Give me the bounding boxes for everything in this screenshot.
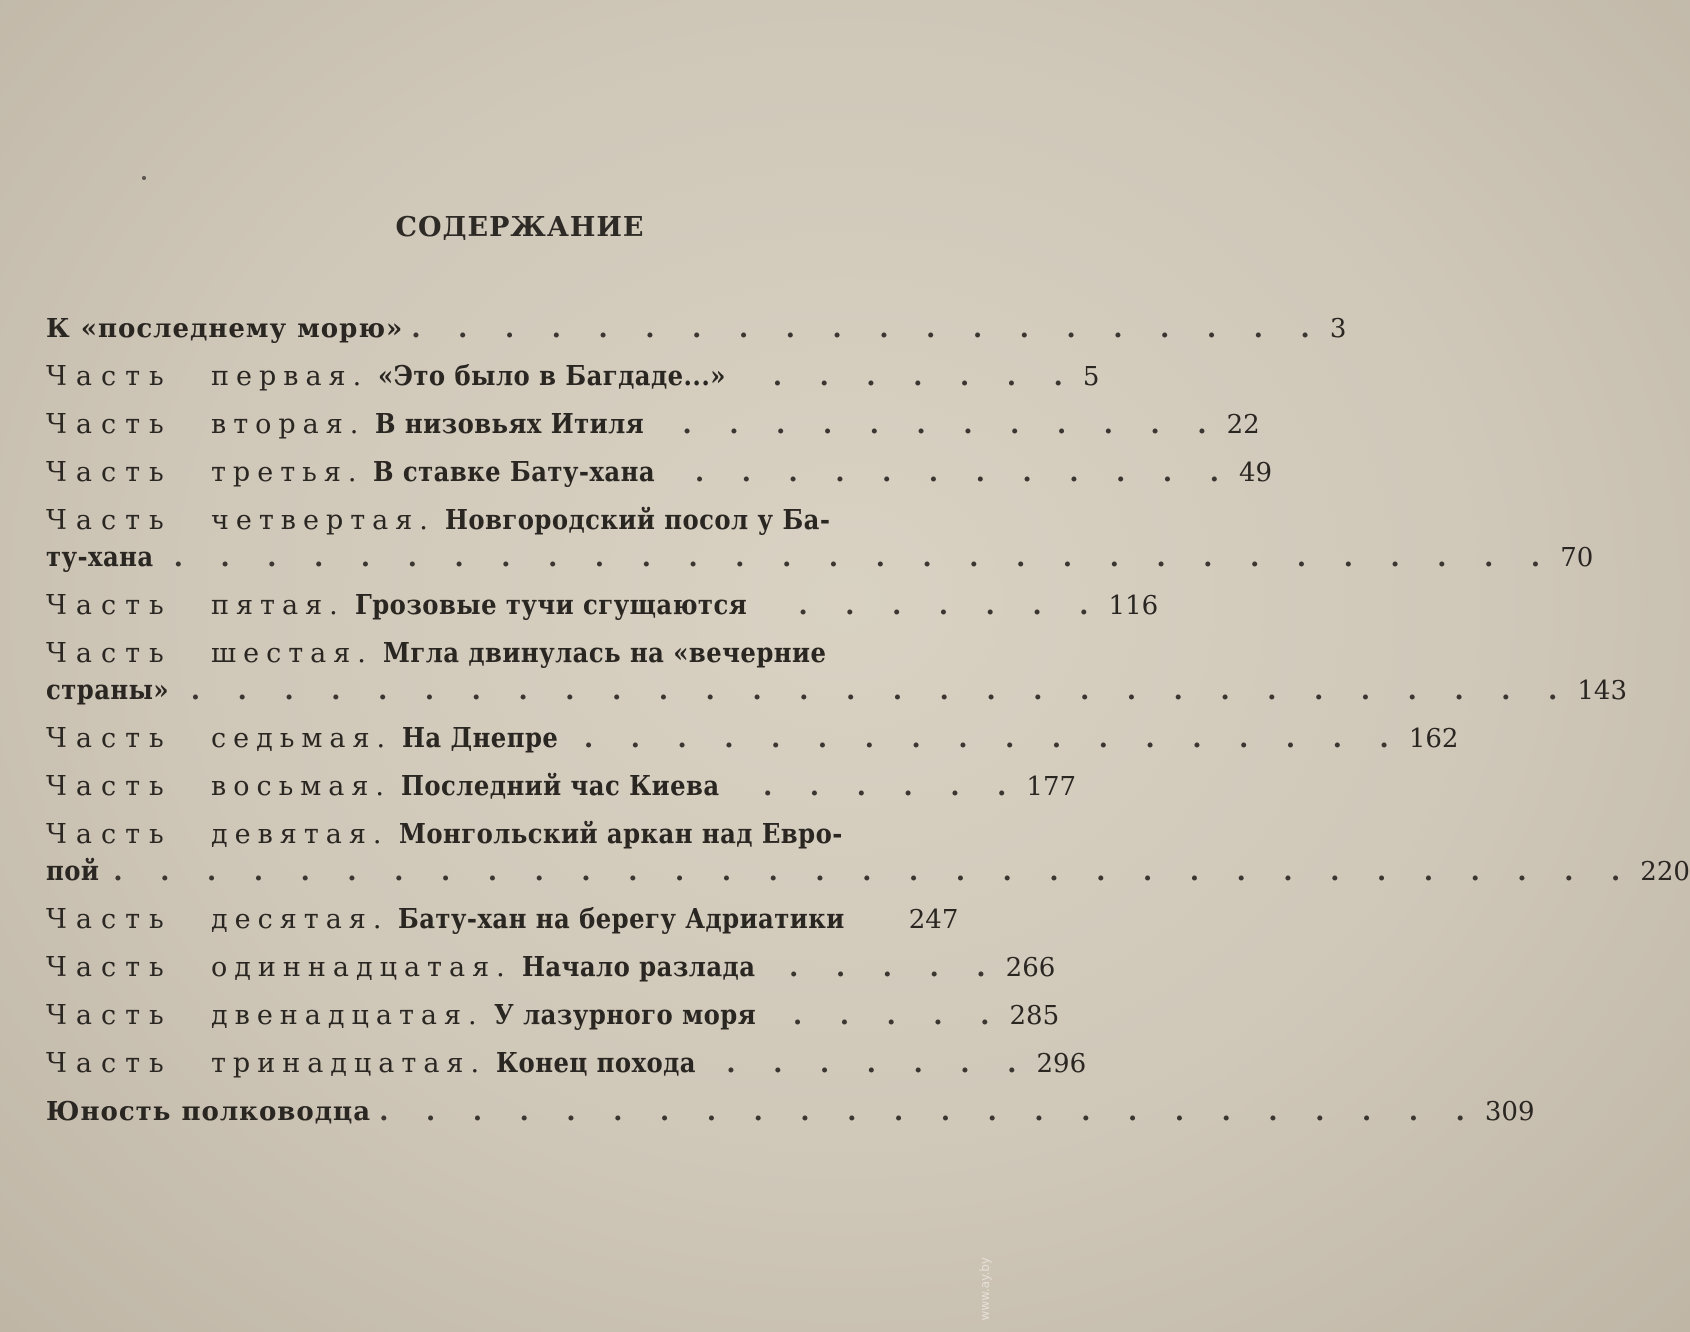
toc-page-number: 285	[1009, 1001, 1060, 1031]
toc-leader-dots: . . . . . . . . . . . . . . . . . . . .	[411, 313, 1324, 344]
toc-leader-dots: . . . . . . . . . . . . . . . . . . . . . . . . . . . . . .	[190, 675, 1572, 706]
toc-part-name: третья.	[211, 457, 364, 488]
toc-part-name: четвертая.	[211, 505, 435, 536]
toc-part-label: Часть	[46, 505, 173, 536]
page-title: СОДЕРЖАНИЕ	[395, 212, 645, 243]
toc-page-number: 220	[1640, 857, 1690, 887]
toc-part-name: вторая.	[211, 409, 366, 440]
toc-entry	[46, 454, 1273, 492]
toc-part-label: Часть	[46, 1048, 173, 1079]
toc-entry-title: Юность полководца	[46, 1097, 372, 1127]
toc-entry	[46, 587, 1159, 625]
toc-part-name: шестая.	[211, 638, 373, 669]
toc-entry	[46, 1093, 1535, 1131]
toc-page-number: 143	[1577, 676, 1627, 706]
toc-leader-dots: . . . . . . . . . . . .	[682, 409, 1221, 440]
toc-leader-dots: . . . . . . .	[772, 361, 1077, 392]
toc-leader-dots: . . . . . . . . . . . .	[694, 457, 1234, 488]
site-watermark: www.ay.by	[978, 1256, 992, 1320]
toc-entry-subtitle: Начало разлада	[521, 952, 756, 983]
table-of-contents	[46, 310, 1690, 1141]
toc-leader-dots: . . . . . . .	[726, 1048, 1031, 1079]
toc-page-number: 247	[908, 905, 959, 935]
toc-entry-continuation: ту-хана	[46, 542, 154, 573]
toc-leader-dots: . . . . . .	[763, 771, 1021, 802]
toc-part-name: седьмая.	[211, 723, 393, 754]
toc-entry-title: К «последнему морю»	[46, 314, 404, 344]
toc-page-number: 116	[1108, 591, 1159, 621]
toc-part-label: Часть	[46, 1000, 173, 1031]
toc-part-label: Часть	[46, 723, 173, 754]
toc-leader-dots: . . . . . . .	[798, 590, 1103, 621]
toc-entry	[46, 406, 1260, 444]
toc-part-name: пятая.	[211, 590, 345, 621]
toc-entry-subtitle: В ставке Бату-хана	[373, 457, 656, 488]
toc-page-number: 70	[1560, 543, 1594, 573]
toc-part-name: одиннадцатая.	[211, 952, 512, 983]
toc-entry	[46, 720, 1459, 758]
toc-part-label: Часть	[46, 904, 173, 935]
toc-entry-subtitle: В низовьях Итиля	[375, 409, 645, 440]
toc-leader-dots: . . . . .	[792, 1000, 1004, 1031]
toc-entry-subtitle: Монгольский аркан над Евро-	[398, 819, 843, 850]
toc-page-number: 296	[1036, 1049, 1087, 1079]
toc-page-number: 177	[1026, 772, 1077, 802]
toc-entry-subtitle: Бату-хан на берегу Адриатики	[398, 904, 846, 935]
toc-page-number: 5	[1082, 362, 1100, 392]
ink-speck	[142, 176, 146, 180]
toc-entry-subtitle: Новгородский посол у Ба-	[444, 505, 831, 536]
toc-part-name: первая.	[211, 361, 369, 392]
toc-entry	[46, 310, 1347, 348]
toc-entry-subtitle: Последний час Киева	[401, 771, 720, 802]
toc-part-label: Часть	[46, 409, 173, 440]
toc-entry-subtitle: «Это было в Багдаде...»	[378, 361, 727, 392]
toc-page-number: 3	[1329, 314, 1347, 344]
toc-entry	[46, 1045, 1087, 1083]
toc-leader-dots: . . . . . . . . . . . . . . . . . . . . . . . . . . . . . . . . .	[113, 856, 1635, 887]
toc-entry-continuation: пой	[46, 856, 100, 887]
toc-entry-subtitle: У лазурного моря	[493, 1000, 756, 1031]
toc-part-name: десятая.	[211, 904, 389, 935]
toc-part-label: Часть	[46, 590, 173, 621]
toc-entry	[46, 768, 1077, 806]
toc-page-number: 49	[1239, 458, 1273, 488]
toc-part-name: тринадцатая.	[211, 1048, 487, 1079]
toc-entry-subtitle: Мгла двинулась на «вечерние	[382, 638, 827, 669]
toc-part-label: Часть	[46, 771, 173, 802]
toc-part-name: восьмая.	[211, 771, 391, 802]
toc-entry	[46, 816, 1690, 891]
toc-entry	[46, 502, 1594, 577]
toc-leader-dots: . . . . . . . . . . . . . . . . . .	[583, 723, 1403, 754]
toc-leader-dots: . . . . .	[789, 952, 1000, 983]
toc-entry	[46, 358, 1100, 396]
toc-entry-continuation: страны»	[46, 675, 170, 706]
toc-part-label: Часть	[46, 952, 173, 983]
toc-part-label: Часть	[46, 361, 173, 392]
toc-entry	[46, 635, 1627, 710]
toc-entry	[46, 997, 1060, 1035]
toc-leader-dots: . . . . . . . . . . . . . . . . . . . . . . . .	[379, 1096, 1479, 1127]
toc-page-number: 22	[1226, 410, 1260, 440]
toc-entry-subtitle: Конец похода	[496, 1048, 697, 1079]
toc-entry	[46, 949, 1056, 987]
toc-part-label: Часть	[46, 819, 173, 850]
toc-part-label: Часть	[46, 457, 173, 488]
toc-page-number: 309	[1484, 1097, 1535, 1127]
toc-page-number: 266	[1005, 953, 1056, 983]
toc-part-label: Часть	[46, 638, 173, 669]
toc-entry	[46, 901, 959, 939]
toc-entry-subtitle: На Днепре	[402, 723, 559, 754]
toc-entry-subtitle: Грозовые тучи сгущаются	[354, 590, 747, 621]
toc-part-name: девятая.	[211, 819, 389, 850]
toc-page-number: 162	[1408, 724, 1459, 754]
toc-part-name: двенадцатая.	[211, 1000, 484, 1031]
toc-leader-dots: . . . . . . . . . . . . . . . . . . . . . . . . . . . . . .	[173, 542, 1555, 573]
